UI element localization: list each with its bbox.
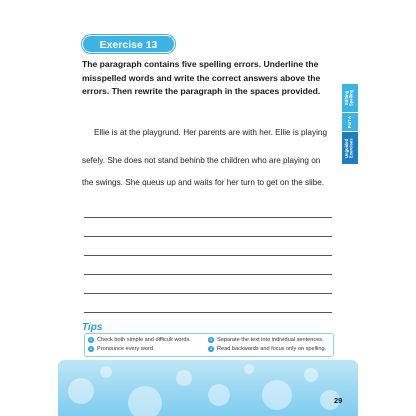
tip-item <box>88 337 191 343</box>
page-number: 29 <box>334 396 343 405</box>
tip-text: Check both simple and difficult words. <box>97 337 191 343</box>
writing-line[interactable] <box>84 236 332 237</box>
side-tab-unguided-exercises[interactable] <box>342 132 358 164</box>
bubble-decoration <box>68 378 94 404</box>
bubble-decoration <box>208 384 230 406</box>
bubble-decoration <box>100 366 112 378</box>
tips-title: Tips <box>82 322 103 333</box>
side-tab-part-a[interactable] <box>342 113 358 131</box>
writing-line[interactable] <box>84 217 332 218</box>
tip-number: 4 <box>209 346 213 351</box>
tip-number: 2 <box>89 346 93 351</box>
side-tab-label: Editing Spelling <box>344 89 354 107</box>
bubble-decoration <box>262 380 292 410</box>
writing-line[interactable] <box>84 274 332 275</box>
footer-bubble-band <box>58 360 358 416</box>
paragraph-line-2: sefely. She does not stand behinb the children who are playing on <box>82 156 321 165</box>
tip-text: Separate the text into individual sentences. <box>217 337 324 343</box>
writing-line[interactable] <box>84 312 332 313</box>
tip-text: Read backwards and focus only on spelling. <box>217 346 327 352</box>
writing-line[interactable] <box>84 255 332 256</box>
tip-text: Pronounce every word. <box>97 346 155 352</box>
writing-line[interactable] <box>84 293 332 294</box>
tip-item <box>88 346 155 352</box>
tip-number: 3 <box>209 337 213 342</box>
tip-number: 1 <box>89 337 93 342</box>
exercise-label: Exercise 13 <box>82 35 175 53</box>
paragraph-line-3: the swings. She queus up and waits for her turn to get on the slibe. <box>82 178 325 187</box>
bubble-decoration <box>244 364 254 374</box>
bubble-decoration <box>176 370 192 386</box>
bubble-decoration <box>304 368 318 382</box>
bubble-decoration <box>128 386 162 416</box>
tip-item <box>208 346 326 352</box>
instructions-text: The paragraph contains five spelling errors. Underline the misspelled words and write the correct answers above the errors. Then rewrite the paragraph in the spaces provided. <box>82 59 321 96</box>
side-tab-editing-spelling[interactable] <box>342 84 358 112</box>
side-tab-label: Part A <box>346 115 352 129</box>
tip-item <box>208 337 324 343</box>
paragraph-line-1: Ellie is at the playgrund. Her parents are with her. Ellie is playing <box>94 128 328 137</box>
side-tab-label: Unguided Exercises <box>344 138 354 158</box>
